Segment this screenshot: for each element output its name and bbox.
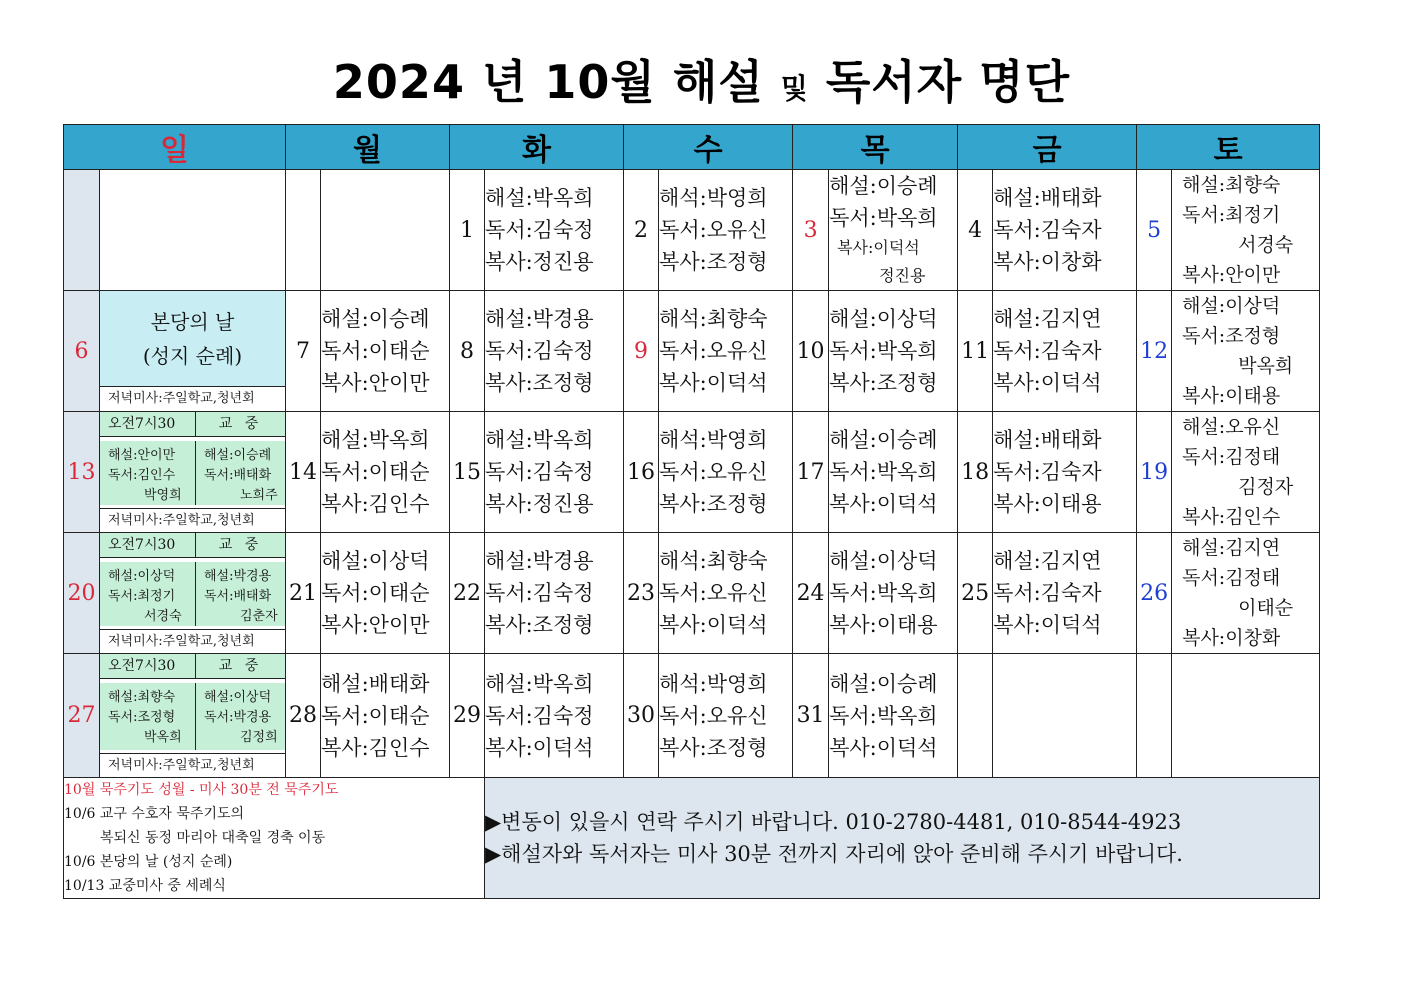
day-cell: 해설:이상덕 독서:박옥희 복사:조정형 [829,291,958,412]
day-cell: 해설:배태화 독서:이태순 복사:김인수 [321,654,450,778]
note-line: 10/6 교구 수호자 묵주기도의 [64,806,245,822]
evening-mass-note: 저녁미사:주일학교,청년회 [100,386,285,410]
day-number: 12 [1137,291,1172,412]
main-mass-label: 교 중 [195,533,285,558]
day-cell: 해설:이상덕 독서:조정형 박옥희 복사:이태용 [1172,291,1320,412]
day-number: 2 [624,170,659,291]
sunday-cell [100,533,286,654]
day-number: 16 [624,412,659,533]
main-mass-roles: 해설:박경용 독서:배태화 김춘자 [195,562,285,626]
day-number: 22 [450,533,485,654]
day-cell: 해설:박옥희 독서:이태순 복사:김인수 [321,412,450,533]
main-mass-label: 교 중 [195,654,285,679]
day-cell-empty [100,170,286,291]
evening-mass-note: 저녁미사:주일학교,청년회 [100,753,285,777]
day-number [286,170,321,291]
day-cell: 해석:최향숙 독서:오유신 복사:이덕석 [659,291,793,412]
early-mass-roles: 해설:이상덕 독서:최정기 서경숙 [100,562,195,626]
notes-box [64,778,485,899]
week-row-1 [64,170,1320,291]
day-number: 27 [64,654,100,778]
day-cell: 해설:김지연 독서:김정태 이태순 복사:이창화 [1172,533,1320,654]
title-conj: 및 [780,72,809,105]
note-line: 10/6 본당의 날 (성지 순례) [64,854,233,870]
day-number: 1 [450,170,485,291]
day-cell: 해설:김지연 독서:김숙자 복사:이덕석 [993,291,1137,412]
early-mass-roles: 해설:안이만 독서:김인수 박영희 [100,441,195,505]
day-cell: 해설:배태화 독서:김숙자 복사:이태용 [993,412,1137,533]
header-wednesday: 수 [624,125,793,170]
event-box: 본당의 날 (성지 순례) [100,291,285,386]
mass-table [100,654,285,753]
note-line: 복되신 동정 마리아 대축일 경축 이동 [100,830,326,846]
day-cell-empty [993,654,1137,778]
day-number: 30 [624,654,659,778]
day-cell: 해설:오유신 독서:김정태 김정자 복사:김인수 [1172,412,1320,533]
day-cell: 해설:박경용 독서:김숙정 복사:조정형 [485,533,624,654]
day-number: 11 [958,291,993,412]
day-cell: 해설:박경용 독서:김숙정 복사:조정형 [485,291,624,412]
day-number: 8 [450,291,485,412]
page-title [0,52,1403,119]
week-row-5 [64,654,1320,778]
day-number: 29 [450,654,485,778]
day-number [958,654,993,778]
day-number: 7 [286,291,321,412]
header-monday: 월 [286,125,450,170]
evening-mass-note: 저녁미사:주일학교,청년회 [100,508,285,532]
note-line: 10/13 교중미사 중 세례식 [64,878,226,894]
header-sunday: 일 [64,125,286,170]
main-mass-roles: 해설:이승례 독서:배태화 노희주 [195,441,285,505]
message-box [485,778,1320,899]
notes-row [64,778,1320,899]
day-number [1137,654,1172,778]
sunday-cell [100,654,286,778]
schedule-table [63,124,1320,899]
week-row-3 [64,412,1320,533]
early-mass-roles: 해설:최향숙 독서:조정형 박옥희 [100,683,195,750]
contact-message: ▶변동이 있을시 연락 주시기 바랍니다. 010-2780-4481, 010-8544-4923 [485,810,1182,834]
day-cell: 해석:박영희 독서:오유신 복사:조정형 [659,412,793,533]
header-friday: 금 [958,125,1137,170]
week-row-2 [64,291,1320,412]
title-sub: 독서자 명단 [825,55,1071,109]
day-number: 17 [793,412,829,533]
day-number: 5 [1137,170,1172,291]
day-cell: 해설:이상덕 독서:박옥희 복사:이태용 [829,533,958,654]
main-mass-roles: 해설:이상덕 독서:박경용 김정희 [195,683,285,750]
day-number: 6 [64,291,100,412]
day-cell-empty [1172,654,1320,778]
day-cell: 해석:최향숙 독서:오유신 복사:이덕석 [659,533,793,654]
day-cell: 해설:김지연 독서:김숙자 복사:이덕석 [993,533,1137,654]
day-number [64,170,100,291]
evening-mass-note: 저녁미사:주일학교,청년회 [100,629,285,653]
day-number: 20 [64,533,100,654]
day-number: 26 [1137,533,1172,654]
header-thursday: 목 [793,125,958,170]
day-number: 4 [958,170,993,291]
day-number: 23 [624,533,659,654]
day-number: 28 [286,654,321,778]
day-cell: 해설:이승례 독서:이태순 복사:안이만 [321,291,450,412]
day-cell: 해설:이승례 독서:박옥희 복사:이덕석 정진용 [829,170,958,291]
mass-table [100,412,285,508]
day-cell: 해설:최향숙 독서:최정기 서경숙 복사:안이만 [1172,170,1320,291]
note-rosary-month: 10월 묵주기도 성월 - 미사 30분 전 묵주기도 [64,782,339,798]
day-number: 19 [1137,412,1172,533]
mass-time-label: 오전7시30 [100,654,195,679]
day-number: 9 [624,291,659,412]
header-saturday: 토 [1137,125,1320,170]
day-cell: 해설:이상덕 독서:이태순 복사:안이만 [321,533,450,654]
week-row-4 [64,533,1320,654]
day-number: 15 [450,412,485,533]
day-cell: 해설:박옥희 독서:김숙정 복사:정진용 [485,170,624,291]
day-number: 31 [793,654,829,778]
title-main: 2024 년 10월 해설 [332,55,764,109]
main-mass-label: 교 중 [195,412,285,437]
day-cell: 해설:박옥희 독서:김숙정 복사:정진용 [485,412,624,533]
mass-time-label: 오전7시30 [100,412,195,437]
day-cell-empty [321,170,450,291]
sunday-cell [100,412,286,533]
mass-table [100,533,285,629]
day-number: 10 [793,291,829,412]
day-cell: 해설:이승례 독서:박옥희 복사:이덕석 [829,654,958,778]
mass-time-label: 오전7시30 [100,533,195,558]
sunday-cell [100,291,286,412]
day-cell: 해설:박옥희 독서:김숙정 복사:이덕석 [485,654,624,778]
prep-message: ▶해설자와 독서자는 미사 30분 전까지 자리에 앉아 준비해 주시기 바랍니다. [485,842,1183,866]
day-cell: 해석:박영희 독서:오유신 복사:조정형 [659,654,793,778]
day-number: 3 [793,170,829,291]
day-number: 24 [793,533,829,654]
day-cell: 해석:박영희 독서:오유신 복사:조정형 [659,170,793,291]
day-number: 25 [958,533,993,654]
day-number: 14 [286,412,321,533]
day-cell: 해설:배태화 독서:김숙자 복사:이창화 [993,170,1137,291]
header-row [64,125,1320,170]
day-cell: 해설:이승례 독서:박옥희 복사:이덕석 [829,412,958,533]
day-number: 18 [958,412,993,533]
header-tuesday: 화 [450,125,624,170]
day-number: 13 [64,412,100,533]
day-number: 21 [286,533,321,654]
